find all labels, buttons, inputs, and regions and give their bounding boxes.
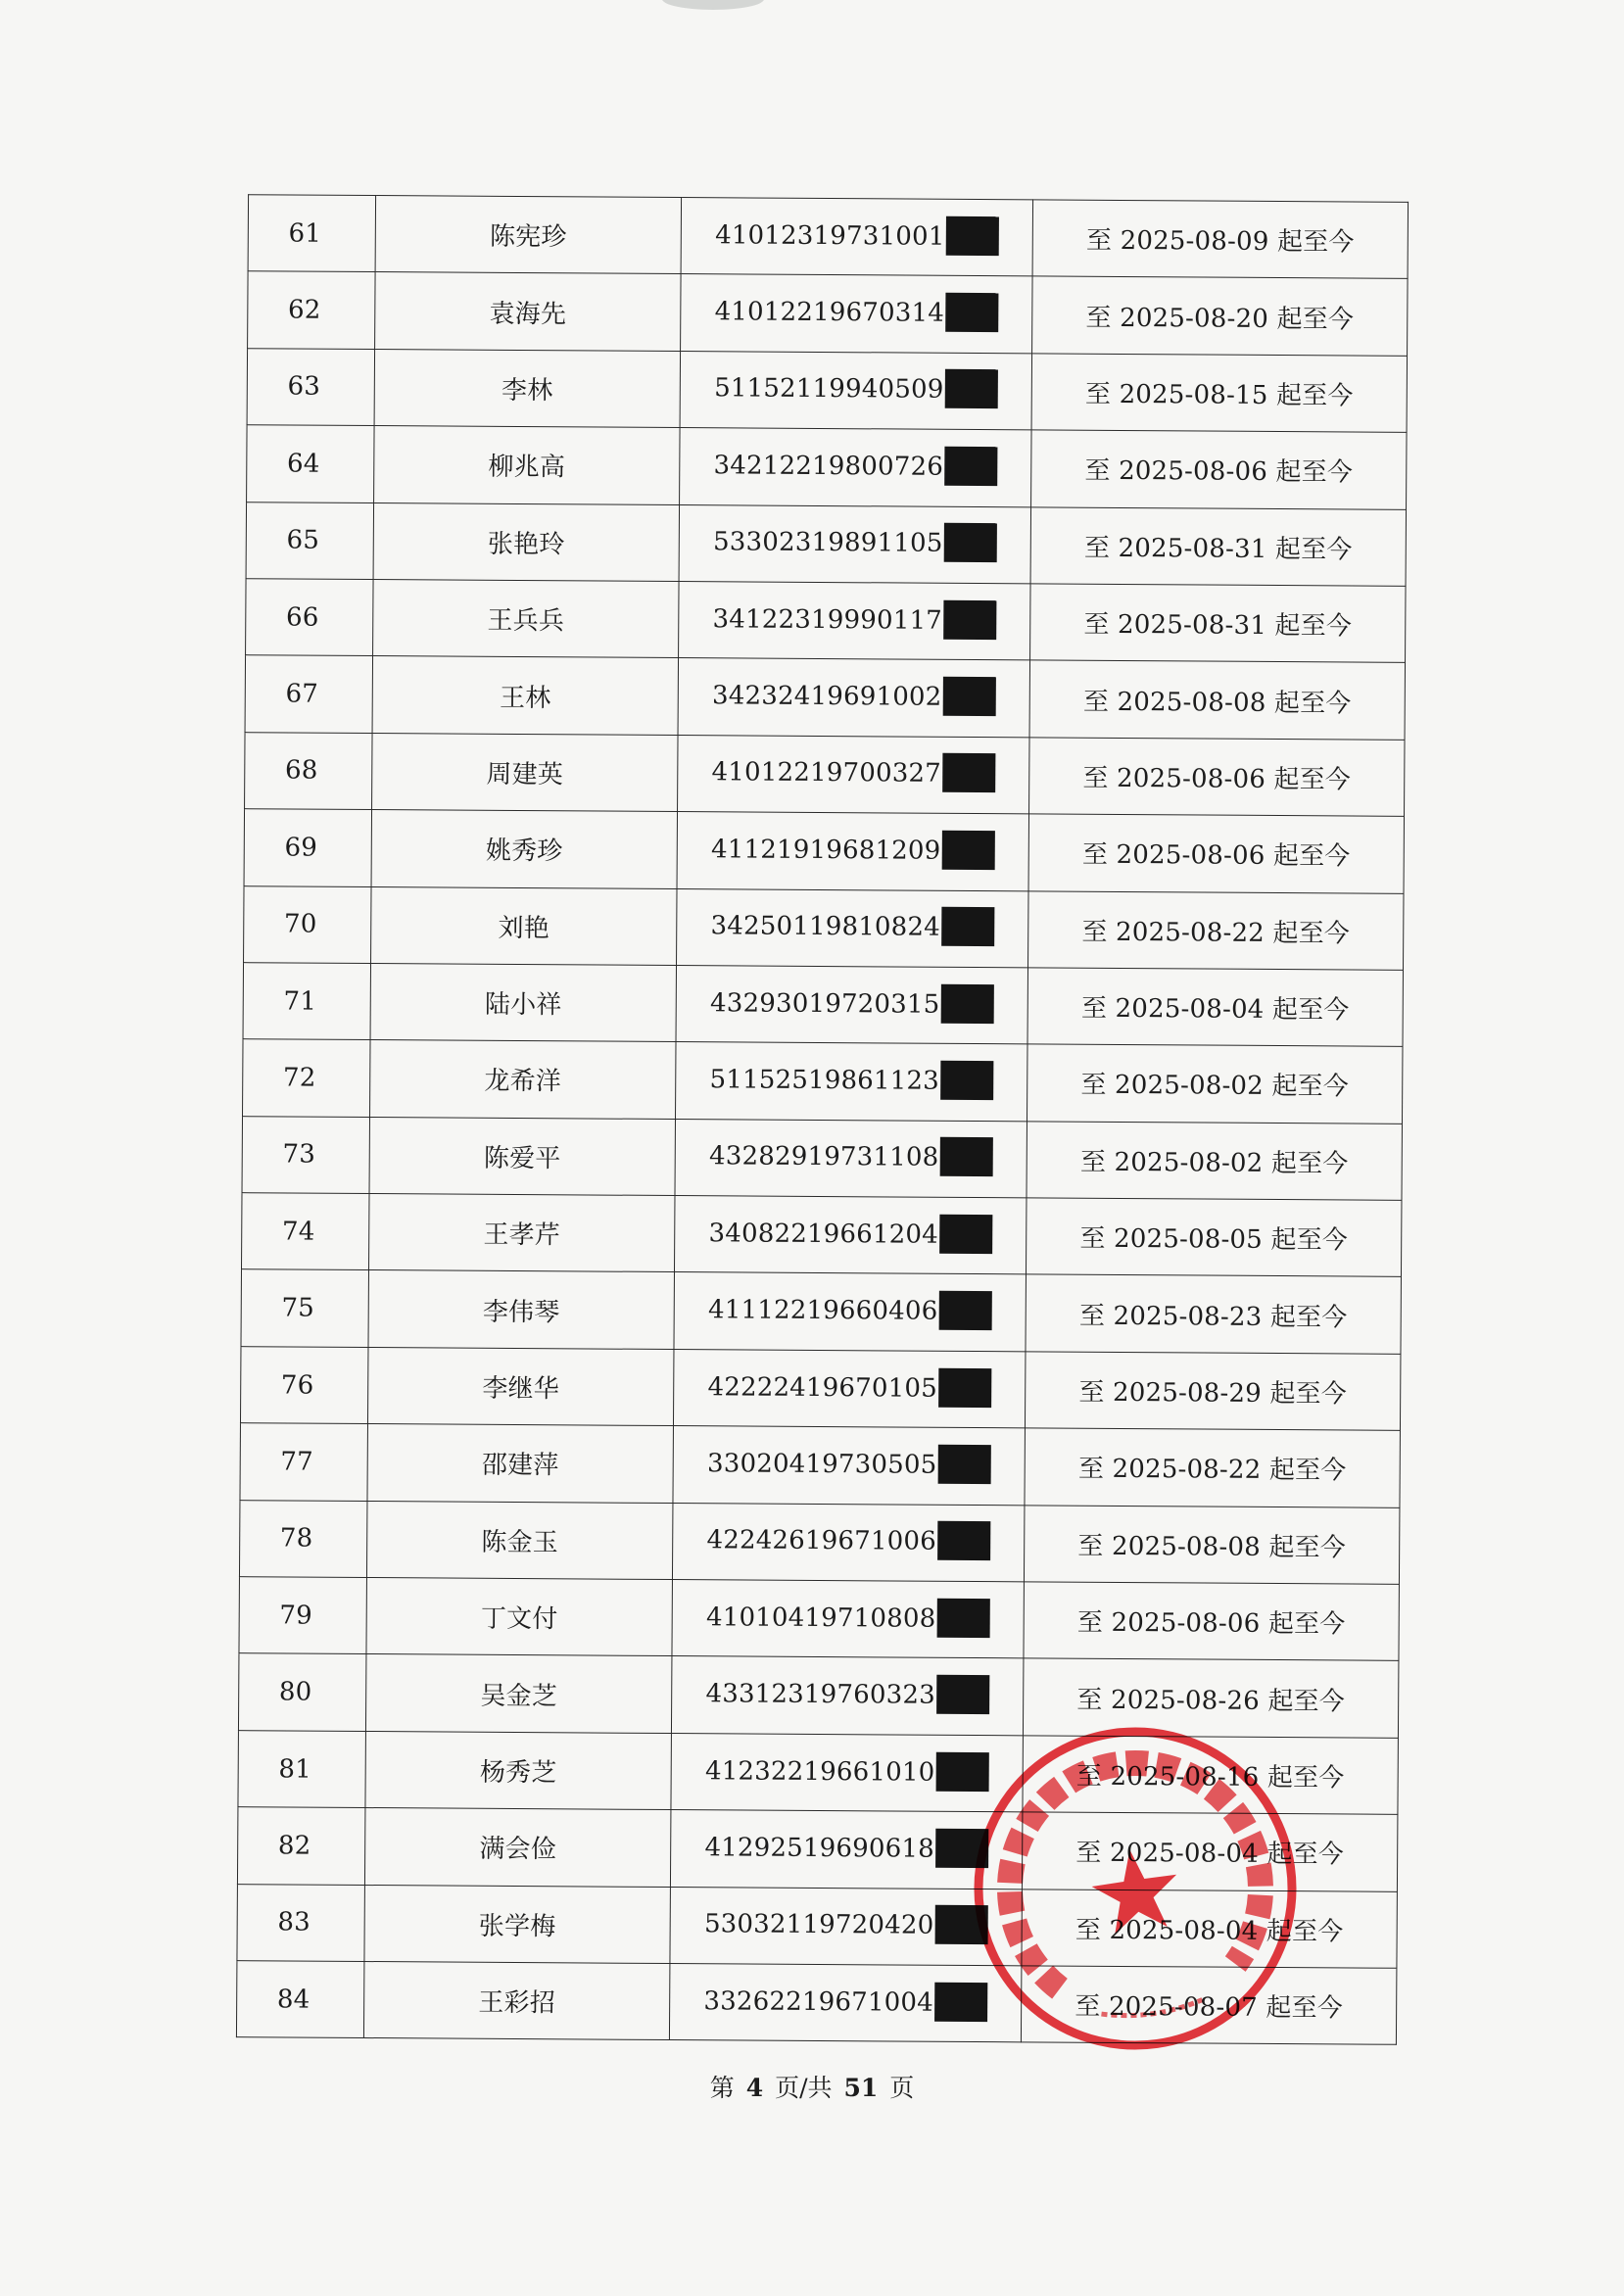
period-text: 至 2025-08-02 起至今 [1079,1147,1349,1179]
table-row [244,809,1404,893]
period-text: 至 2025-08-06 起至今 [1081,840,1351,872]
row-number-cell [240,1347,368,1424]
table-row [240,1347,1400,1431]
table-row [244,885,1404,970]
row-number-text: 81 [278,1753,312,1785]
name-cell [374,426,680,504]
id-number-cell [679,581,1030,660]
redaction-block [944,447,997,486]
name-cell [366,1501,672,1579]
name-cell [367,1424,673,1503]
id-number-text: 41012319731001 [715,219,945,252]
id-number-text: 53302319891105 [713,527,943,559]
table-row [242,1116,1402,1200]
id-number-cell [677,812,1028,891]
period-text: 至 2025-08-07 起至今 [1075,1991,1344,2024]
star-icon [1087,1843,1183,1937]
redaction-block [945,215,998,255]
period-cell [1027,968,1403,1047]
name-text: 王林 [499,683,551,713]
id-number-cell [677,888,1028,968]
id-number-text: 41232219661010 [704,1755,935,1788]
table-row [246,502,1406,586]
redaction-block [937,1445,990,1484]
redaction-block [942,677,995,716]
name-cell [373,579,679,657]
period-cell [1031,354,1407,433]
name-cell [375,272,681,351]
period-text: 至 2025-08-15 起至今 [1084,379,1354,411]
id-number-cell [681,198,1032,277]
id-number-text: 51152519861123 [709,1065,940,1096]
company-seal [947,1700,1323,2077]
table-row [245,732,1405,816]
redaction-block [941,907,994,946]
row-number-cell [248,271,376,349]
period-text: 至 2025-08-02 起至今 [1080,1071,1350,1102]
row-number-cell [236,1961,364,2038]
table-row [239,1577,1399,1661]
current-page-number: 4 [745,2074,764,2102]
id-number-text: 34122319990117 [712,603,943,636]
row-number-cell [247,425,375,502]
id-number-text: 53032119720420 [703,1909,934,1941]
period-text: 至 2025-08-29 起至今 [1078,1377,1348,1410]
row-number-cell [244,809,372,886]
id-number-cell [673,1426,1025,1506]
period-text: 至 2025-08-23 起至今 [1078,1301,1348,1333]
name-text: 张学梅 [478,1911,556,1942]
scan-clip-mark [662,0,764,10]
id-number-cell [672,1580,1024,1659]
table-row [248,195,1408,279]
row-number-text: 74 [281,1217,315,1247]
period-cell [1029,660,1405,740]
period-cell [1025,1352,1400,1431]
period-text: 至 2025-08-04 起至今 [1075,1915,1344,1947]
name-text: 李伟琴 [482,1297,560,1327]
row-number-cell [243,963,371,1040]
name-text: 陈宪珍 [489,221,567,253]
period-cell [1028,890,1404,970]
redaction-block [936,1675,989,1714]
id-number-cell [680,351,1031,430]
name-text: 李继华 [482,1373,560,1405]
period-cell [1025,1428,1400,1507]
row-number-text: 68 [284,755,318,787]
id-number-cell [674,1272,1026,1352]
id-number-cell [681,274,1032,354]
period-cell [1027,1044,1402,1124]
name-text: 刘艳 [498,913,550,943]
id-number-cell [676,1042,1027,1122]
period-cell [1026,1198,1401,1277]
redaction-block [943,523,996,562]
period-text: 至 2025-08-26 起至今 [1076,1685,1346,1717]
name-text: 满会俭 [479,1835,557,1865]
row-number-text: 80 [278,1677,312,1707]
period-cell [1024,1505,1399,1584]
row-number-cell [240,1423,368,1501]
name-text: 杨秀芝 [479,1757,557,1789]
table-row [241,1269,1401,1354]
row-number-cell [246,579,374,656]
redaction-block [936,1598,989,1637]
row-number-text: 62 [287,295,321,325]
redaction-block [944,369,997,408]
name-text: 吴金芝 [480,1681,558,1711]
table-row [248,271,1408,356]
id-number-text: 41292519690618 [704,1833,934,1864]
name-cell [364,1885,670,1963]
period-text: 至 2025-08-22 起至今 [1081,917,1351,949]
id-number-text: 42222419670105 [707,1371,938,1404]
name-cell [374,349,680,427]
row-number-cell [238,1730,366,1807]
name-text: 邵建萍 [481,1451,559,1481]
id-number-text: 43282919731108 [708,1141,939,1173]
redaction-block [938,1367,991,1407]
row-number-text: 64 [286,449,320,479]
row-number-cell [245,655,373,733]
id-number-text: 43293019720315 [709,987,940,1020]
row-number-text: 72 [282,1063,316,1093]
name-cell [371,886,677,965]
period-text: 至 2025-08-08 起至今 [1082,687,1352,719]
row-number-text: 79 [279,1601,313,1631]
name-text: 王兵兵 [487,605,565,637]
name-text: 龙希洋 [484,1067,562,1097]
name-cell [371,810,677,888]
name-cell [365,1731,671,1809]
table-row [240,1423,1400,1507]
row-number-text: 82 [277,1831,311,1861]
period-text: 至 2025-08-16 起至今 [1075,1761,1345,1794]
seal-bottom-line [1101,2000,1203,2021]
name-text: 陈爱平 [483,1143,561,1174]
row-number-text: 61 [288,218,322,249]
id-number-text: 34232419691002 [711,681,942,712]
id-number-text: 34250119810824 [710,911,941,942]
name-cell [370,1040,676,1119]
name-cell [372,656,678,735]
footer-suffix: 页 [889,2074,915,2102]
id-number-text: 42242619671006 [706,1525,937,1557]
period-cell [1024,1582,1399,1661]
name-text: 柳兆高 [488,453,566,483]
name-text: 张艳玲 [487,529,565,560]
name-text: 李林 [501,375,553,407]
row-number-text: 73 [282,1139,316,1171]
row-number-text: 65 [286,525,320,555]
redaction-block [937,1521,990,1560]
name-cell [367,1347,673,1425]
id-number-cell [676,965,1027,1044]
row-number-cell [246,502,374,579]
row-number-text: 77 [280,1447,314,1477]
redaction-block [938,1291,991,1330]
period-text: 至 2025-08-09 起至今 [1085,225,1355,258]
row-number-text: 69 [284,833,318,863]
row-number-text: 63 [287,371,321,403]
name-text: 王彩招 [478,1987,556,2019]
period-text: 至 2025-08-20 起至今 [1085,303,1355,335]
period-cell [1032,276,1408,356]
row-number-cell [247,348,375,425]
id-number-text: 34082219661204 [708,1219,939,1250]
id-number-text: 41112219660406 [707,1295,938,1326]
footer-mid: 页/共 [775,2074,833,2102]
id-number-text: 41012219700327 [711,757,942,789]
row-number-cell [239,1500,367,1577]
row-number-cell [238,1653,366,1731]
row-number-text: 71 [283,986,317,1017]
table-row [241,1193,1401,1277]
row-number-cell [244,885,372,963]
table-row [247,425,1407,509]
redaction-block [939,1137,992,1176]
name-cell [366,1578,672,1656]
row-number-cell [237,1884,365,1961]
period-text: 至 2025-08-31 起至今 [1083,533,1353,565]
redaction-block [945,293,998,332]
id-number-text: 34212219800726 [713,451,944,482]
period-text: 至 2025-08-06 起至今 [1082,763,1352,795]
row-number-cell [239,1577,367,1654]
name-cell [368,1194,674,1272]
name-cell [373,502,679,581]
period-cell [1029,738,1405,817]
row-number-text: 66 [285,602,319,633]
total-pages-number: 51 [843,2074,879,2102]
id-number-text: 33262219671004 [703,1985,933,2018]
id-number-text: 41121919681209 [710,835,941,866]
id-number-cell [678,735,1029,814]
row-number-cell [243,1039,371,1117]
id-number-text: 41012219670314 [714,297,945,328]
period-text: 至 2025-08-08 起至今 [1077,1531,1347,1563]
name-cell [375,196,681,274]
row-number-cell [245,732,373,809]
id-number-text: 51152119940509 [714,373,944,406]
table-row [246,579,1406,663]
name-text: 陆小祥 [484,989,562,1021]
table-row [243,1039,1403,1124]
period-cell [1027,1122,1402,1201]
redaction-block [934,1982,987,2021]
id-number-cell [673,1349,1025,1428]
table-row [245,655,1405,740]
id-number-cell [672,1503,1024,1582]
name-cell [365,1654,671,1733]
period-cell [1030,584,1406,663]
table-row [243,963,1403,1047]
id-number-cell [680,428,1031,507]
name-text: 陈金玉 [481,1527,559,1558]
row-number-cell [242,1116,370,1193]
name-cell [370,963,676,1041]
name-text: 王孝芹 [483,1220,561,1251]
period-text: 至 2025-08-04 起至今 [1080,993,1350,1026]
row-number-text: 67 [285,679,319,709]
redaction-block [941,831,994,870]
row-number-text: 84 [276,1985,310,2015]
period-cell [1032,200,1408,279]
period-text: 至 2025-08-31 起至今 [1083,609,1353,642]
table-row [247,348,1407,432]
period-text: 至 2025-08-04 起至今 [1075,1839,1345,1870]
period-text: 至 2025-08-05 起至今 [1079,1223,1349,1256]
period-cell [1030,506,1406,586]
row-number-text: 83 [277,1907,311,1937]
name-text: 丁文付 [480,1603,558,1635]
row-number-text: 78 [279,1523,313,1554]
name-cell [372,733,678,811]
name-cell [363,1961,669,2039]
id-number-text: 41010419710808 [705,1602,936,1634]
id-number-cell [674,1196,1026,1275]
redaction-block [942,753,995,792]
name-text: 姚秀珍 [485,837,563,867]
period-cell [1031,430,1407,509]
id-number-cell [671,1656,1023,1736]
id-number-cell [669,1964,1021,2043]
name-cell [364,1808,670,1887]
footer-prefix: 第 [709,2074,735,2102]
period-text: 至 2025-08-06 起至今 [1076,1607,1346,1640]
name-cell [369,1117,675,1195]
period-text: 至 2025-08-22 起至今 [1077,1455,1347,1486]
row-number-cell [248,195,376,272]
row-number-cell [237,1807,365,1885]
name-cell [368,1270,674,1349]
id-number-cell [675,1119,1027,1198]
period-cell [1028,814,1404,893]
table-row [239,1500,1399,1584]
id-number-text: 33020419730505 [706,1449,937,1480]
name-text: 袁海先 [489,299,567,329]
redaction-block [939,1215,992,1254]
page-footer [0,2069,1624,2104]
redaction-block [940,983,993,1023]
name-text: 周建英 [486,759,564,790]
id-number-cell [679,504,1030,584]
row-number-text: 76 [280,1369,314,1401]
period-text: 至 2025-08-06 起至今 [1084,456,1354,488]
row-number-cell [241,1269,369,1347]
row-number-text: 75 [281,1293,315,1323]
redaction-block [943,599,996,639]
redaction-block [940,1061,993,1100]
row-number-cell [241,1193,369,1270]
id-number-cell [678,658,1029,738]
period-cell [1026,1274,1401,1354]
id-number-text: 43312319760323 [705,1679,935,1710]
row-number-text: 70 [283,909,317,939]
